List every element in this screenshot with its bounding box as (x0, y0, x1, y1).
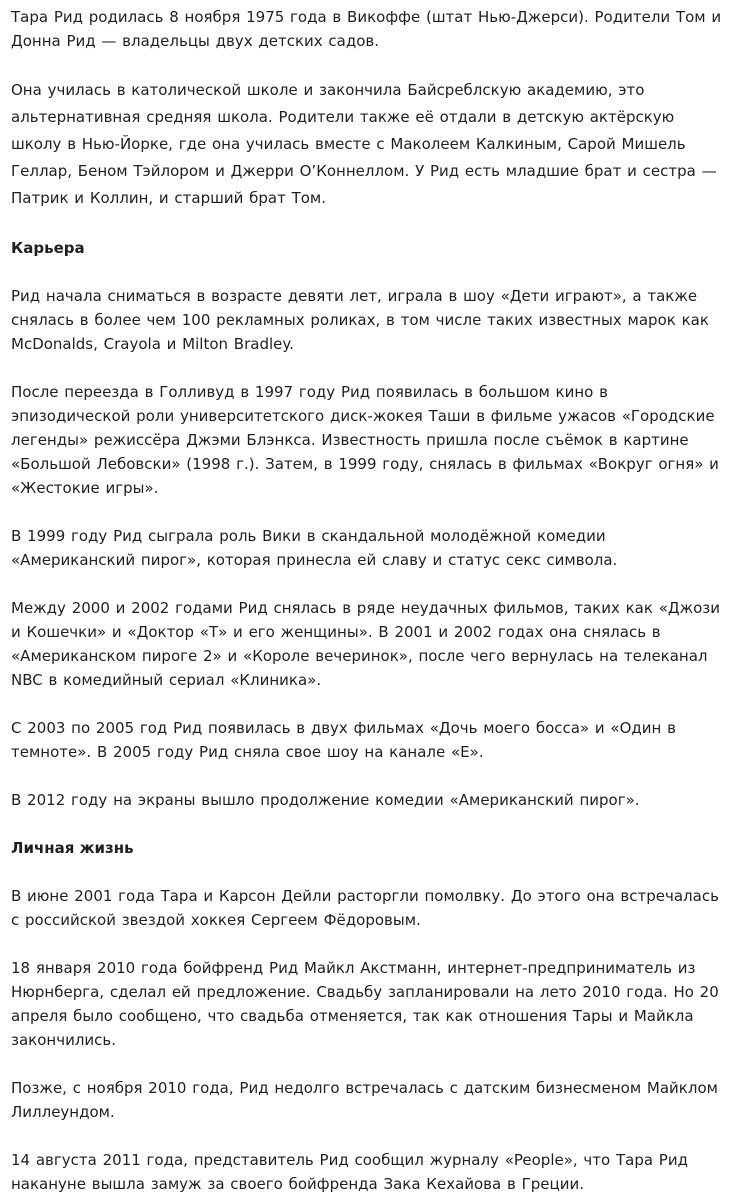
paragraph-birth: Тара Рид родилась 8 ноября 1975 года в Викоффе (штат Нью-Джерси). Родители Том и Донна Рид — владельцы двух детских садов. (11, 8, 722, 50)
paragraph-career-2012: В 2012 году на экраны вышло продолжение комедии «Американский пирог». (11, 791, 640, 809)
paragraph-career-american-pie: В 1999 году Рид сыграла роль Вики в скандальной молодёжной комедии «Американский пирог», которая принесла ей славу и статус секс символа. (11, 527, 618, 569)
paragraph-career-2000-2002: Между 2000 и 2002 годами Рид снялась в ряде неудачных фильмов, таких как «Джози и Кошечки» и «Доктор «Т» и его женщины». В 2001 и 2002 годах она снялась в «Американском пироге 2» и «Короле вечеринок», после чего вернулась на телеканал NBC в комедийный сериал «Клиника». (11, 599, 720, 689)
section-heading-personal-life: Личная жизнь (11, 839, 134, 857)
paragraph-career-2003-2005: С 2003 по 2005 год Рид появилась в двух фильмах «Дочь моего босса» и «Один в темноте». В 2005 году Рид сняла свое шоу на канале «Е». (11, 719, 676, 761)
paragraph-personal-2010-engagement: 18 января 2010 года бойфренд Рид Майкл Акстманн, интернет-предприниматель из Нюрнберга, сделал ей предложение. Свадьбу запланировали на лето 2010 года. Но 20 апреля было сообщено, что свадьба отменяется, так как отношения Тары и Майкла закончились. (11, 959, 719, 1049)
section-heading-career: Карьера (11, 239, 85, 257)
paragraph-education: Она училась в католической школе и закончила Байсреблскую академию, это альтернативная средняя школа. Родители также её отдали в детскую актёрскую школу в Нью-Йорке, где она училась вместе с Маколеем Калкиным, Сарой Мишель Геллар, Беном Тэйлором и Джерри О’Коннеллом. У Рид есть младшие брат и сестра — Патрик и Коллин, и старший брат Том. (11, 81, 717, 207)
paragraph-personal-2001: В июне 2001 года Тара и Карсон Дейли расторгли помолвку. До этого она встречалась с российской звездой хоккея Сергеем Фёдоровым. (11, 887, 719, 929)
paragraph-career-start: Рид начала сниматься в возрасте девяти лет, играла в шоу «Дети играют», а также снялась в более чем 100 рекламных роликах, в том числе таких известных марок как McDonalds, Crayola и Milton Bradley. (11, 287, 709, 353)
paragraph-personal-2011-marriage: 14 августа 2011 года, представитель Рид сообщил журналу «People», что Тара Рид накануне вышла замуж за своего бойфренда Зака Кехайова в Греции. (11, 1151, 688, 1193)
paragraph-career-hollywood: После переезда в Голливуд в 1997 году Рид появилась в большом кино в эпизодической роли университетского диск-жокея Таши в фильме ужасов «Городские легенды» режиссёра Джэми Блэнкса. Известность пришла после съёмок в картине «Большой Лебовски» (1998 г.). Затем, в 1999 году, снялась в фильмах «Вокруг огня» и «Жестокие игры». (11, 383, 719, 497)
paragraph-personal-2010-november: Позже, с ноября 2010 года, Рид недолго встречалась с датским бизнесменом Майклом Лиллеундом. (11, 1079, 718, 1121)
